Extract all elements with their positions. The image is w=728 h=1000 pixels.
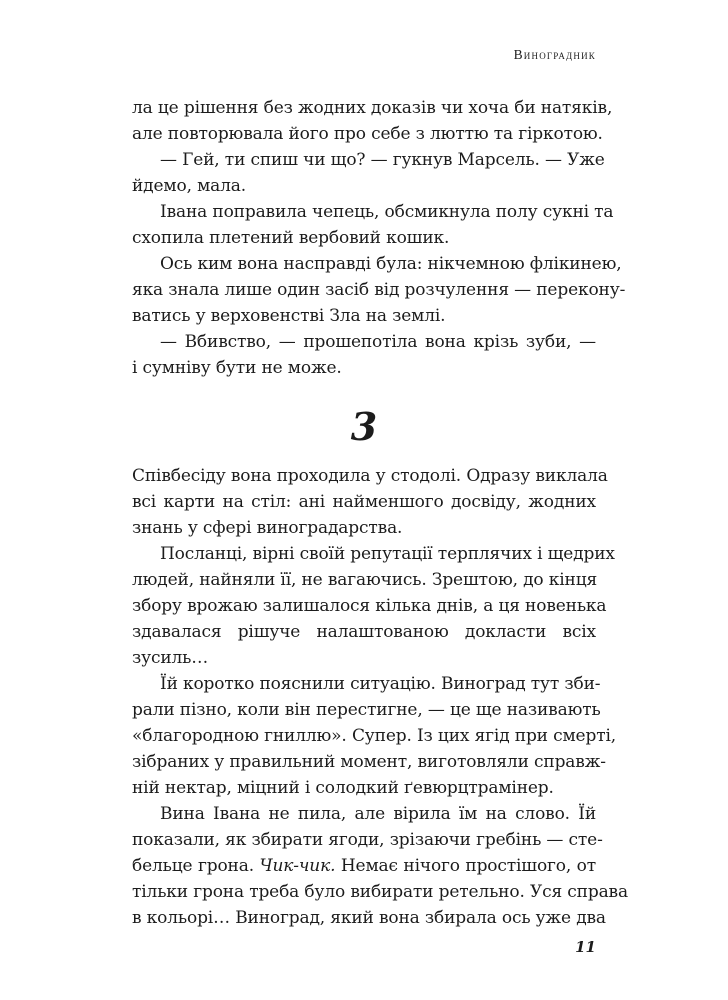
text-line: людей, найняли її, не вагаючись. Зрештою, до кінця xyxy=(132,570,598,590)
text-run: бельце грона. xyxy=(132,856,260,876)
emphasized-text: Чик-чик. xyxy=(259,856,336,876)
text-line: знань у сфері виноградарства. xyxy=(132,518,403,538)
text-line: здавалася рішуче налаштованою докласти всіх xyxy=(132,622,596,642)
text-line: ватись у верховенстві Зла на землі. xyxy=(132,306,446,326)
text-line: «благородною гниллю». Супер. Із цих ягід при смерті, xyxy=(132,726,616,746)
text-line: зібраних у правильний момент, виготовляли справж- xyxy=(132,752,606,772)
text-line: Співбесіду вона проходила у стодолі. Одразу виклала xyxy=(132,466,608,486)
text-line: тільки грона треба було вибирати ретельно. Уся справа xyxy=(132,882,628,902)
text-line: рали пізно, коли він перестигне, — це ще називають xyxy=(132,700,601,720)
text-line: ла це рішення без жодних доказів чи хоча би натяків, xyxy=(132,98,613,118)
text-block-1 xyxy=(132,95,626,381)
text-line: ній нектар, міцний і солодкий ґевюрцтрамінер. xyxy=(132,778,554,798)
text-run: Немає нічого простішого, от xyxy=(335,856,596,876)
text-line: але повторювала його про себе з люттю та гіркотою. xyxy=(132,124,603,144)
text-line: в кольорі… Виноград, який вона збирала ось уже два xyxy=(132,908,606,928)
text-line: схопила плетений вербовий кошик. xyxy=(132,228,450,248)
page-number: 11 xyxy=(575,938,596,956)
text-line: Їй коротко пояснили ситуацію. Виноград тут зби- xyxy=(160,674,601,694)
text-line: всі карти на стіл: ані найменшого досвіду, жодних xyxy=(132,492,596,512)
running-header: Виноградник xyxy=(513,47,596,62)
text-line: яка знала лише один засіб від розчулення — перекону- xyxy=(132,280,626,300)
text-line-with-emphasis xyxy=(132,853,596,879)
text-line: Посланці, вірні своїй репутації терплячих і щедрих xyxy=(160,544,615,564)
text-line: Вина Івана не пила, але вірила їм на слово. Їй xyxy=(160,804,596,824)
text-line: йдемо, мала. xyxy=(132,176,247,196)
text-line: зусиль… xyxy=(132,648,209,668)
text-line: — Вбивство, — прошепотіла вона крізь зуби, — xyxy=(160,332,596,352)
text-block-2 xyxy=(132,463,628,931)
text-line: збору врожаю залишалося кілька днів, а ця новенька xyxy=(132,596,607,616)
chapter-number: 3 xyxy=(350,404,378,449)
text-line: і сумніву бути не може. xyxy=(132,358,342,378)
text-line: Івана поправила чепець, обсмикнула полу сукні та xyxy=(160,202,614,222)
text-line: показали, як збирати ягоди, зрізаючи гребінь — сте- xyxy=(132,830,603,850)
text-line: Ось ким вона насправді була: нікчемною флікинею, xyxy=(160,254,622,274)
text-line: — Гей, ти спиш чи що? — гукнув Марсель. — Уже xyxy=(160,150,605,170)
